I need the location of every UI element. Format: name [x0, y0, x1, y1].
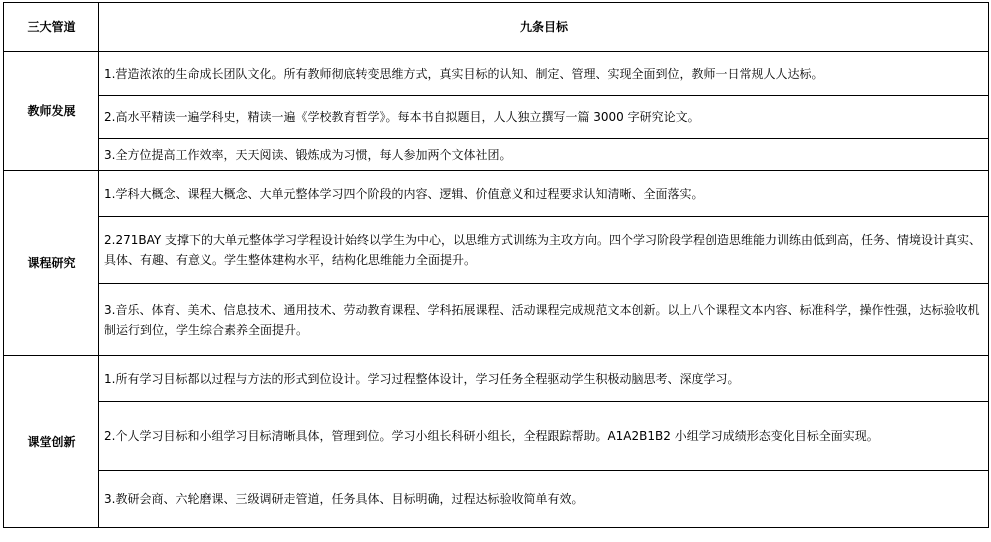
channel-curriculum-research: 课程研究 — [4, 171, 99, 356]
goal-cell: 1.所有学习目标都以过程与方法的形式到位设计。学习过程整体设计，学习任务全程驱动学生积极动脑思考、深度学习。 — [99, 356, 989, 402]
channel-classroom-innovation: 课堂创新 — [4, 356, 99, 528]
goal-cell: 2.271BAY 支撑下的大单元整体学习学程设计始终以学生为中心，以思维方式训练为主攻方向。四个学习阶段学程创造思维能力训练由低到高，任务、情境设计真实、具体、有趣、有意义。学生整体建构水平，结构化思维能力全面提升。 — [99, 217, 989, 284]
header-channels: 三大管道 — [4, 3, 99, 52]
table-row — [4, 96, 989, 139]
goal-cell: 3.全方位提高工作效率，天天阅读、锻炼成为习惯，每人参加两个文体社团。 — [99, 139, 989, 171]
goals-table — [3, 2, 989, 528]
channel-teacher-development: 教师发展 — [4, 52, 99, 171]
goal-cell: 2.个人学习目标和小组学习目标清晰具体，管理到位。学习小组长科研小组长，全程跟踪帮助。A1A2B1B2 小组学习成绩形态变化目标全面实现。 — [99, 402, 989, 471]
table-row — [4, 356, 989, 402]
header-goals: 九条目标 — [99, 3, 989, 52]
header-row — [4, 3, 989, 52]
table-row — [4, 284, 989, 356]
table-row — [4, 402, 989, 471]
goal-cell: 1.学科大概念、课程大概念、大单元整体学习四个阶段的内容、逻辑、价值意义和过程要求认知清晰、全面落实。 — [99, 171, 989, 217]
goal-cell: 3.教研会商、六轮磨课、三级调研走管道，任务具体、目标明确，过程达标验收简单有效。 — [99, 471, 989, 528]
table-row — [4, 52, 989, 96]
table-row — [4, 139, 989, 171]
table-row — [4, 171, 989, 217]
table-row — [4, 471, 989, 528]
goal-cell: 2.高水平精读一遍学科史，精读一遍《学校教育哲学》。每本书自拟题目，人人独立撰写一篇 3000 字研究论文。 — [99, 96, 989, 139]
goal-cell: 1.营造浓浓的生命成长团队文化。所有教师彻底转变思维方式，真实目标的认知、制定、管理、实现全面到位，教师一日常规人人达标。 — [99, 52, 989, 96]
goal-cell: 3.音乐、体育、美术、信息技术、通用技术、劳动教育课程、学科拓展课程、活动课程完成规范文本创新。以上八个课程文本内容、标准科学，操作性强，达标验收机制运行到位，学生综合素养全面提升。 — [99, 284, 989, 356]
table-row — [4, 217, 989, 284]
